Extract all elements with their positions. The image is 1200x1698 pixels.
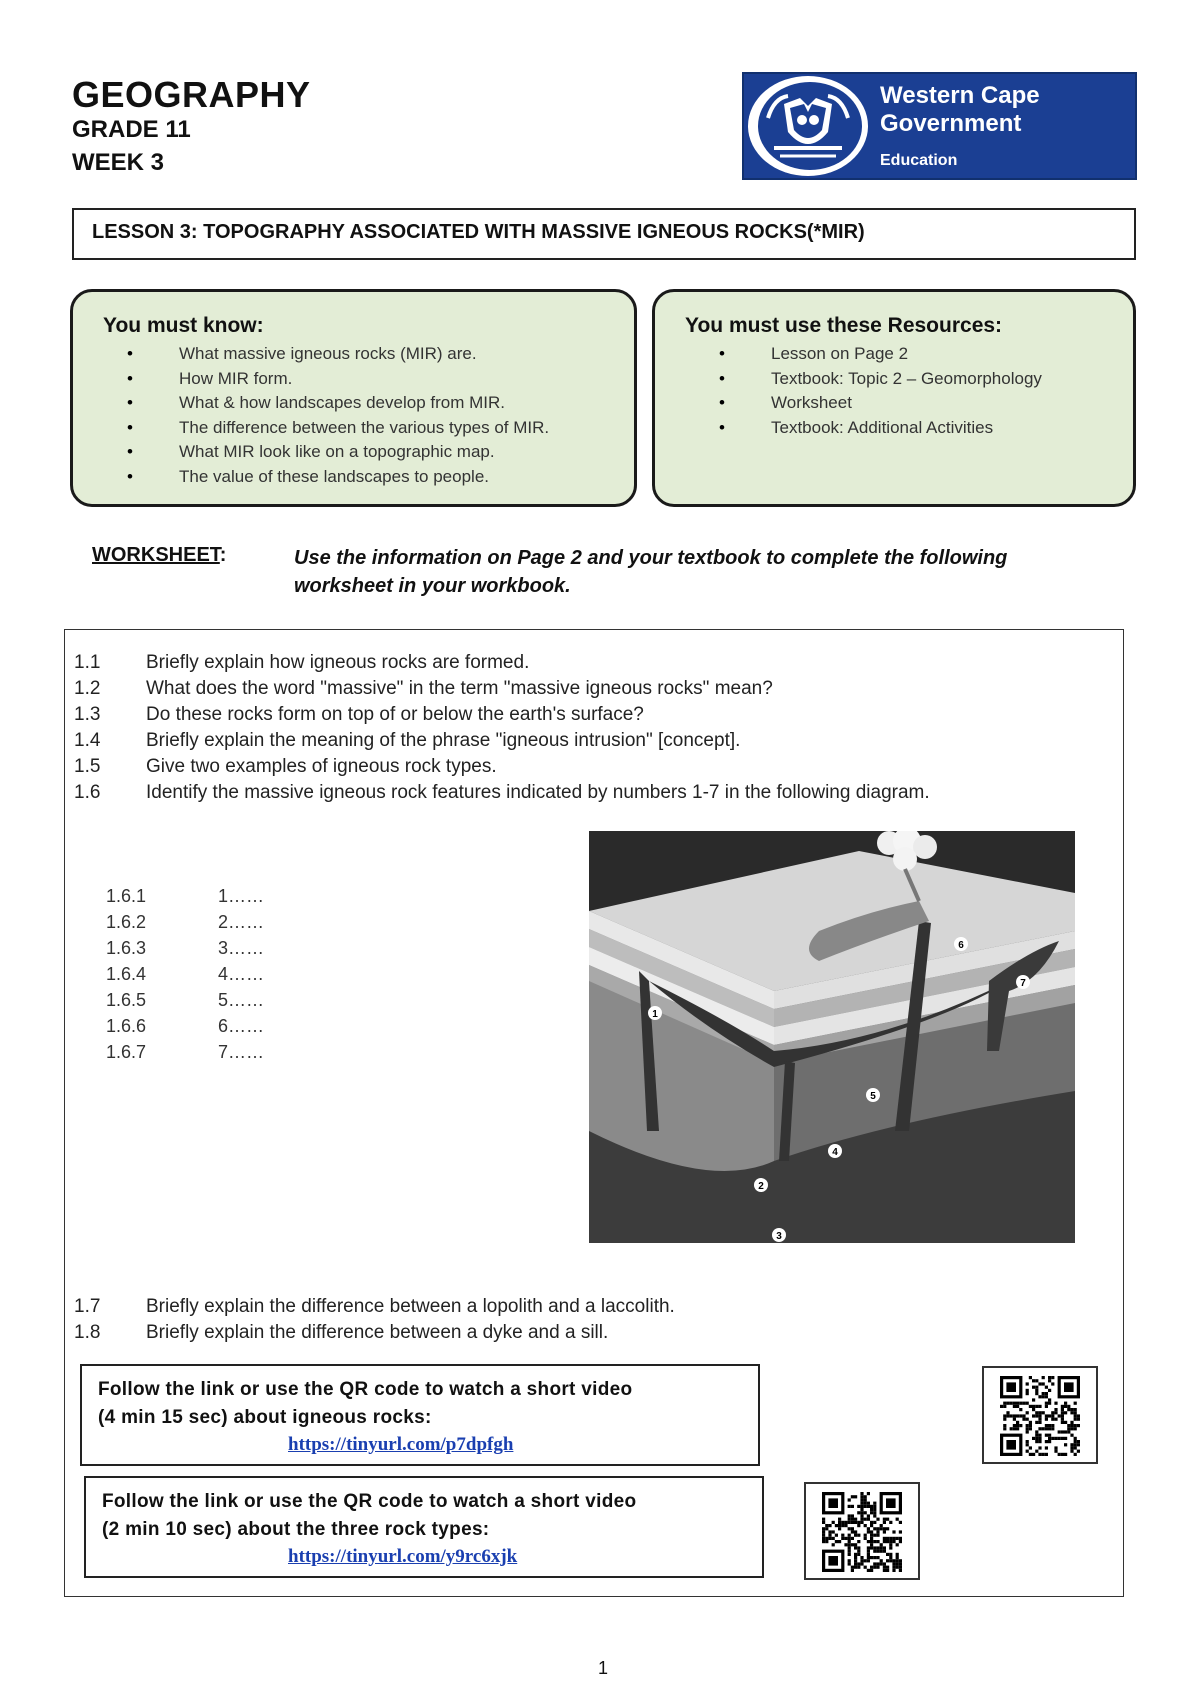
diagram-label: 3 — [776, 1231, 782, 1242]
link-text-line-1: Follow the link or use the QR code to watch a short video — [98, 1379, 633, 1400]
resources-list — [719, 342, 1042, 440]
question-number: 1.6 — [74, 782, 101, 803]
logo-line-3: Education — [880, 152, 958, 169]
worksheet-label — [92, 544, 226, 567]
igneous-rock-diagram — [589, 831, 1075, 1243]
question-text: What does the word "massive" in the term "massive igneous rocks" mean? — [146, 678, 773, 699]
subquestion — [106, 964, 264, 985]
list-item: • How MIR form. — [127, 367, 549, 392]
question-text: Identify the massive igneous rock features indicated by numbers 1-7 in the following diagram. — [146, 782, 930, 803]
subquestion — [106, 1042, 264, 1063]
list-item: • The value of these landscapes to people. — [127, 465, 549, 490]
question — [74, 676, 773, 702]
logo-line-1: Western Cape — [880, 82, 1040, 109]
qr-code-icon[interactable] — [982, 1366, 1098, 1464]
subquestion-number: 1.6.4 — [106, 964, 147, 984]
coat-of-arms-icon — [744, 74, 872, 178]
question-text: Briefly explain how igneous rocks are formed. — [146, 652, 530, 673]
diagram-label: 5 — [870, 1091, 876, 1102]
subquestion-answer: 7…… — [218, 1042, 265, 1062]
link-text-line-1: Follow the link or use the QR code to watch a short video — [102, 1491, 637, 1512]
question — [74, 754, 497, 780]
question-number: 1.4 — [74, 730, 101, 751]
list-item: • The difference between the various types of MIR. — [127, 416, 549, 441]
question — [74, 780, 930, 806]
subquestion-answer: 5…… — [218, 990, 265, 1010]
list-item: • Worksheet — [719, 391, 1042, 416]
subquestion — [106, 990, 264, 1011]
list-item: • Lesson on Page 2 — [719, 342, 1042, 367]
question — [74, 1320, 608, 1346]
lesson-title: LESSON 3: TOPOGRAPHY ASSOCIATED WITH MASSIVE IGNEOUS ROCKS(*MIR) — [72, 208, 1136, 260]
question-number: 1.5 — [74, 756, 101, 777]
subquestion-number: 1.6.1 — [106, 886, 147, 906]
question — [74, 702, 644, 728]
subquestion-answer: 2…… — [218, 912, 265, 932]
subquestion-number: 1.6.5 — [106, 990, 147, 1010]
list-item: • What MIR look like on a topographic map. — [127, 440, 549, 465]
question-number: 1.7 — [74, 1296, 101, 1317]
question-number: 1.2 — [74, 678, 101, 699]
video-link-box — [84, 1476, 764, 1578]
video-link-box — [80, 1364, 760, 1466]
diagram-label: 7 — [1020, 978, 1026, 989]
qr-code-graphic — [1000, 1376, 1080, 1456]
wcg-logo — [742, 72, 1137, 180]
question-text: Briefly explain the difference between a dyke and a sill. — [146, 1322, 609, 1343]
question-text: Briefly explain the meaning of the phrase "igneous intrusion" [concept]. — [146, 730, 741, 751]
question — [74, 1294, 675, 1320]
question-number: 1.8 — [74, 1322, 101, 1343]
subquestion-answer: 4…… — [218, 964, 265, 984]
worksheet-instruction: Use the information on Page 2 and your textbook to complete the following worksheet in your workbook. — [294, 547, 1008, 597]
qr-code-graphic — [822, 1492, 902, 1572]
link-text-line-2: (4 min 15 sec) about igneous rocks: — [98, 1407, 432, 1428]
grade-label: GRADE 11 — [72, 116, 191, 143]
page-number: 1 — [598, 1658, 609, 1678]
logo-line-2: Government — [880, 110, 1022, 137]
question-number: 1.3 — [74, 704, 101, 725]
list-item: • What & how landscapes develop from MIR. — [127, 391, 549, 416]
diagram-label: 6 — [958, 940, 964, 951]
subquestion — [106, 1016, 264, 1037]
diagram-label: 1 — [652, 1009, 658, 1020]
must-know-list — [127, 342, 549, 489]
worksheet-label-colon: : — [219, 544, 227, 566]
subquestion-number: 1.6.2 — [106, 912, 147, 932]
subquestion-number: 1.6.6 — [106, 1016, 147, 1036]
question — [74, 728, 740, 754]
question — [74, 650, 529, 676]
video-link[interactable]: https://tinyurl.com/y9rc6xjk — [288, 1546, 518, 1567]
list-item: • What massive igneous rocks (MIR) are. — [127, 342, 549, 367]
subquestion-answer: 1…… — [218, 886, 265, 906]
question-number: 1.1 — [74, 652, 101, 673]
subquestion — [106, 886, 264, 907]
resources-box — [652, 289, 1136, 507]
video-link[interactable]: https://tinyurl.com/p7dpfgh — [288, 1434, 514, 1455]
resources-title: You must use these Resources: — [685, 314, 1003, 337]
subquestion — [106, 938, 264, 959]
worksheet-label-text: WORKSHEET — [92, 544, 220, 566]
subquestion-answer: 6…… — [218, 1016, 265, 1036]
subquestion-number: 1.6.3 — [106, 938, 147, 958]
link-text-line-2: (2 min 10 sec) about the three rock types: — [102, 1519, 490, 1540]
diagram-label: 4 — [832, 1147, 838, 1158]
week-label: WEEK 3 — [72, 149, 165, 176]
subquestion — [106, 912, 264, 933]
list-item: • Textbook: Additional Activities — [719, 416, 1042, 441]
subject-title: GEOGRAPHY — [72, 74, 311, 115]
question-text: Do these rocks form on top of or below the earth's surface? — [146, 704, 644, 725]
diagram-illustration — [589, 831, 1075, 1243]
must-know-box — [70, 289, 637, 507]
question-text: Briefly explain the difference between a lopolith and a laccolith. — [146, 1296, 675, 1317]
question-text: Give two examples of igneous rock types. — [146, 756, 497, 777]
diagram-label: 2 — [758, 1181, 764, 1192]
must-know-title: You must know: — [103, 314, 264, 337]
list-item: • Textbook: Topic 2 – Geomorphology — [719, 367, 1042, 392]
subquestion-answer: 3…… — [218, 938, 265, 958]
subquestion-number: 1.6.7 — [106, 1042, 147, 1062]
qr-code-icon[interactable] — [804, 1482, 920, 1580]
